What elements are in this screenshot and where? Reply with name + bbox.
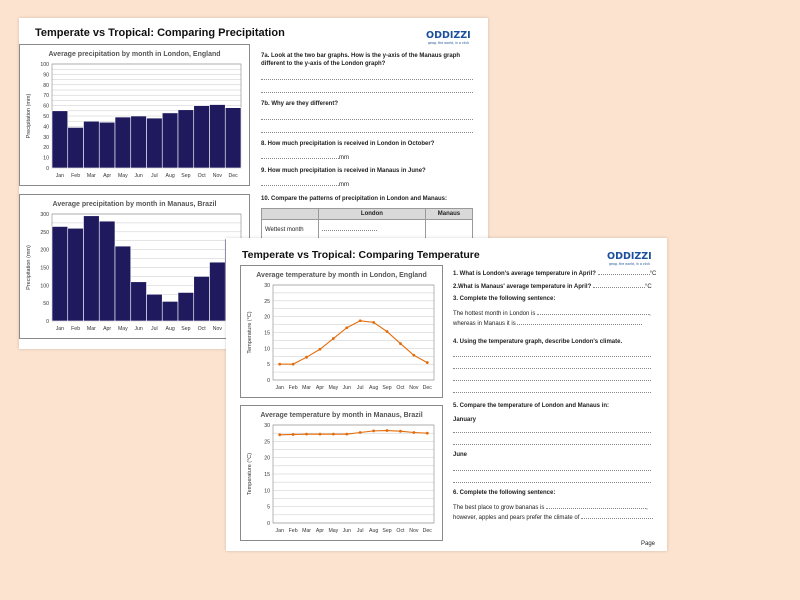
answer-line[interactable]	[453, 432, 651, 433]
x-tick-label: Mar	[302, 528, 312, 534]
bar	[194, 276, 210, 321]
bar	[115, 117, 131, 168]
y-tick-label: 0	[46, 319, 49, 325]
answer-line[interactable]	[453, 444, 651, 445]
page-footer: Page	[640, 541, 655, 547]
data-point	[305, 433, 308, 436]
answer-field[interactable]	[517, 324, 642, 325]
data-point	[372, 321, 375, 324]
bar	[68, 228, 84, 321]
x-tick-label: Aug	[165, 326, 175, 332]
x-tick-label: May	[328, 385, 339, 391]
bar	[99, 122, 115, 168]
x-tick-label: Jun	[134, 173, 143, 179]
answer-line[interactable]	[261, 79, 473, 80]
bar	[52, 111, 68, 168]
table-header: London	[319, 209, 426, 220]
chart-svg	[20, 195, 249, 338]
y-tick-label: 250	[40, 229, 49, 236]
question-5: 5. Compare the temperature of London and Manaus in: January	[453, 403, 610, 423]
y-tick-label: 20	[264, 455, 270, 462]
y-tick-label: 200	[40, 247, 49, 254]
x-tick-label: Sep	[382, 528, 392, 534]
y-tick-label: 30	[264, 423, 270, 429]
y-tick-label: 20	[43, 145, 49, 152]
answer-line[interactable]	[261, 92, 473, 93]
question-3: 3. Complete the following sentence: The hottest month in London is , whereas in Manaus it is	[453, 296, 651, 327]
x-tick-label: Sep	[181, 326, 191, 332]
data-point	[305, 356, 308, 359]
y-tick-label: 100	[40, 283, 49, 290]
data-point	[412, 431, 415, 434]
x-tick-label: Apr	[103, 173, 112, 179]
data-point	[386, 330, 389, 333]
y-tick-label: 10	[264, 346, 270, 353]
y-tick-label: 30	[43, 134, 49, 141]
x-tick-label: Apr	[103, 326, 112, 332]
bar	[225, 108, 241, 168]
x-tick-label: Feb	[288, 528, 298, 534]
y-axis-label: Temperature (°C)	[247, 452, 253, 496]
answer-line[interactable]	[261, 132, 473, 133]
x-tick-label: Jun	[134, 326, 143, 332]
data-point	[345, 433, 348, 436]
y-tick-label: 60	[43, 103, 49, 110]
data-point	[332, 433, 335, 436]
chart-svg	[241, 406, 442, 540]
question-2: 2.What is Manaus' average temperature in April? °C	[453, 284, 652, 290]
x-tick-label: Aug	[369, 528, 379, 534]
data-point	[426, 361, 429, 364]
page-title: Temperate vs Tropical: Comparing Precipitation	[35, 27, 285, 39]
answer-field[interactable]	[546, 508, 646, 509]
x-tick-label: Dec	[422, 385, 432, 391]
data-point	[278, 433, 281, 436]
x-tick-label: Oct	[396, 528, 405, 534]
y-tick-label: 25	[264, 439, 270, 446]
x-tick-label: Feb	[71, 173, 81, 179]
temperature-worksheet	[226, 238, 667, 551]
x-tick-label: Jul	[356, 528, 364, 534]
question-5-june: June	[453, 452, 468, 458]
london-precipitation-chart	[19, 44, 250, 186]
bar	[147, 118, 163, 168]
x-tick-label: Nov	[409, 528, 419, 534]
data-point	[292, 433, 295, 436]
data-point	[399, 430, 402, 433]
chart-title: Average precipitation by month in London, England	[48, 51, 221, 58]
table-row-label: Wettest month	[262, 220, 319, 241]
y-tick-label: 30	[264, 283, 270, 289]
y-tick-label: 15	[264, 330, 270, 337]
x-tick-label: May	[117, 326, 128, 332]
answer-field[interactable]	[581, 518, 653, 519]
table-header: Manaus	[425, 209, 472, 220]
data-point	[278, 363, 281, 366]
y-tick-label: 15	[264, 472, 270, 478]
question-6: 6. Complete the following sentence: The best place to grow bananas is , however, apples and pears prefer the climate of	[453, 490, 663, 523]
x-tick-label: Nov	[212, 173, 222, 179]
x-tick-label: May	[117, 173, 128, 179]
x-tick-label: Jan	[275, 528, 284, 534]
data-point	[399, 342, 402, 345]
y-tick-label: 90	[43, 72, 49, 79]
y-axis-label: Precipitation (mm)	[26, 245, 32, 290]
answer-line[interactable]	[453, 470, 651, 471]
y-tick-label: 0	[267, 521, 270, 527]
london-temperature-chart	[240, 265, 443, 398]
x-tick-label: Mar	[86, 326, 96, 332]
y-tick-label: 10	[43, 155, 49, 162]
y-tick-label: 40	[43, 124, 49, 131]
x-tick-label: Nov	[409, 385, 419, 391]
x-tick-label: Jul	[151, 173, 158, 179]
x-tick-label: Oct	[396, 385, 405, 391]
page-title: Temperate vs Tropical: Comparing Temperature	[242, 249, 480, 261]
answer-line[interactable]	[453, 368, 651, 369]
bar	[131, 282, 147, 321]
x-tick-label: Oct	[197, 173, 206, 179]
data-point	[292, 363, 295, 366]
x-tick-label: Jul	[151, 326, 158, 332]
bar	[115, 246, 131, 321]
data-point	[426, 432, 429, 435]
series-line	[280, 321, 428, 364]
x-tick-label: Jan	[55, 326, 65, 332]
bar	[210, 105, 226, 168]
chart-title: Average precipitation by month in Manaus, Brazil	[52, 201, 217, 208]
data-point	[319, 433, 322, 436]
x-tick-label: Sep	[382, 385, 392, 391]
bar	[84, 121, 100, 168]
answer-field[interactable]	[598, 274, 650, 275]
data-point	[345, 326, 348, 329]
y-tick-label: 100	[40, 62, 49, 68]
x-tick-label: Nov	[212, 326, 222, 332]
x-tick-label: May	[328, 528, 339, 534]
answer-field[interactable]	[537, 314, 649, 315]
bar	[178, 110, 194, 168]
chart-svg	[241, 266, 442, 397]
data-point	[359, 431, 362, 434]
x-tick-label: Jun	[342, 385, 351, 391]
x-tick-label: Jul	[356, 385, 364, 391]
question-4: 4. Using the temperature graph, describe London's climate.	[453, 339, 623, 345]
data-point	[386, 429, 389, 432]
manaus-precipitation-chart	[19, 194, 250, 339]
x-tick-label: Sep	[181, 173, 191, 179]
svg-text:geog. the world, in a click: geog. the world, in a click	[428, 41, 470, 45]
x-tick-label: Mar	[86, 173, 96, 179]
chart-title: Average temperature by month in London, England	[256, 272, 427, 279]
y-tick-label: 20	[264, 314, 270, 321]
x-tick-label: Apr	[315, 385, 324, 391]
answer-line[interactable]	[261, 119, 473, 120]
y-tick-label: 150	[40, 265, 49, 272]
svg-text:ODDIZZI: ODDIZZI	[426, 30, 471, 41]
answer-field[interactable]	[261, 185, 339, 186]
x-tick-label: Jun	[342, 528, 351, 534]
answer-line[interactable]	[453, 380, 651, 381]
data-point	[412, 354, 415, 357]
y-tick-label: 0	[46, 166, 49, 172]
x-tick-label: Mar	[302, 385, 312, 391]
question-9: 9. How much precipitation is received in Manaus in June? mm	[261, 168, 426, 188]
data-point	[359, 319, 362, 322]
y-axis-label: Precipitation (mm)	[26, 93, 32, 139]
x-tick-label: Jan	[55, 173, 65, 179]
series-line	[280, 431, 428, 435]
question-1: 1. What is London's average temperature in April? °C	[453, 271, 657, 277]
y-tick-label: 5	[267, 504, 270, 511]
y-tick-label: 10	[264, 488, 270, 495]
x-tick-label: Jan	[275, 385, 284, 391]
answer-field[interactable]	[593, 287, 645, 288]
question-7a: 7a. Look at the two bar graphs. How is the y-axis of the Manaus graph different to the y-axis of the London graph?	[261, 53, 461, 67]
bar	[52, 226, 68, 321]
x-tick-label: Feb	[288, 385, 298, 391]
bar	[131, 116, 147, 168]
bar	[194, 106, 210, 168]
svg-text:geog. the world, in a click: geog. the world, in a click	[609, 262, 651, 266]
bar	[147, 294, 163, 321]
chart-title: Average temperature by month in Manaus, Brazil	[260, 412, 423, 419]
comparison-table	[261, 208, 473, 241]
data-point	[332, 337, 335, 340]
bar	[84, 216, 100, 321]
bar	[68, 127, 84, 168]
x-tick-label: Dec	[422, 528, 432, 534]
answer-field[interactable]	[261, 158, 339, 159]
y-tick-label: 80	[43, 82, 49, 89]
x-tick-label: Aug	[369, 385, 379, 391]
data-point	[319, 348, 322, 351]
y-tick-label: 0	[267, 378, 270, 384]
data-point	[372, 429, 375, 432]
bar	[99, 221, 115, 321]
answer-line[interactable]	[453, 392, 651, 393]
x-tick-label: Aug	[165, 173, 175, 179]
x-tick-label: Apr	[315, 528, 324, 534]
table-header	[262, 209, 319, 220]
x-tick-label: Dec	[228, 173, 238, 179]
svg-text:ODDIZZI: ODDIZZI	[607, 251, 652, 262]
manaus-temperature-chart	[240, 405, 443, 541]
question-10: 10. Compare the patterns of precipitation in London and Manaus:	[261, 196, 448, 202]
bar	[178, 292, 194, 321]
y-tick-label: 25	[264, 298, 270, 305]
y-tick-label: 70	[43, 93, 49, 100]
question-8: 8. How much precipitation is received in London in October? mm	[261, 141, 435, 161]
bar	[162, 113, 178, 168]
answer-line[interactable]	[453, 356, 651, 357]
x-tick-label: Feb	[71, 326, 81, 332]
y-tick-label: 5	[267, 362, 270, 369]
question-7b: 7b. Why are they different?	[261, 101, 339, 107]
oddizzi-logo-icon	[607, 249, 657, 267]
bar	[162, 301, 178, 321]
chart-svg	[20, 45, 249, 185]
y-axis-label: Temperature (°C)	[247, 311, 253, 354]
y-tick-label: 300	[40, 212, 49, 218]
x-tick-label: Oct	[197, 326, 206, 332]
y-tick-label: 50	[43, 114, 49, 120]
bar	[210, 262, 226, 321]
answer-line[interactable]	[453, 482, 651, 483]
y-tick-label: 50	[43, 301, 49, 308]
oddizzi-logo-icon	[426, 28, 476, 46]
